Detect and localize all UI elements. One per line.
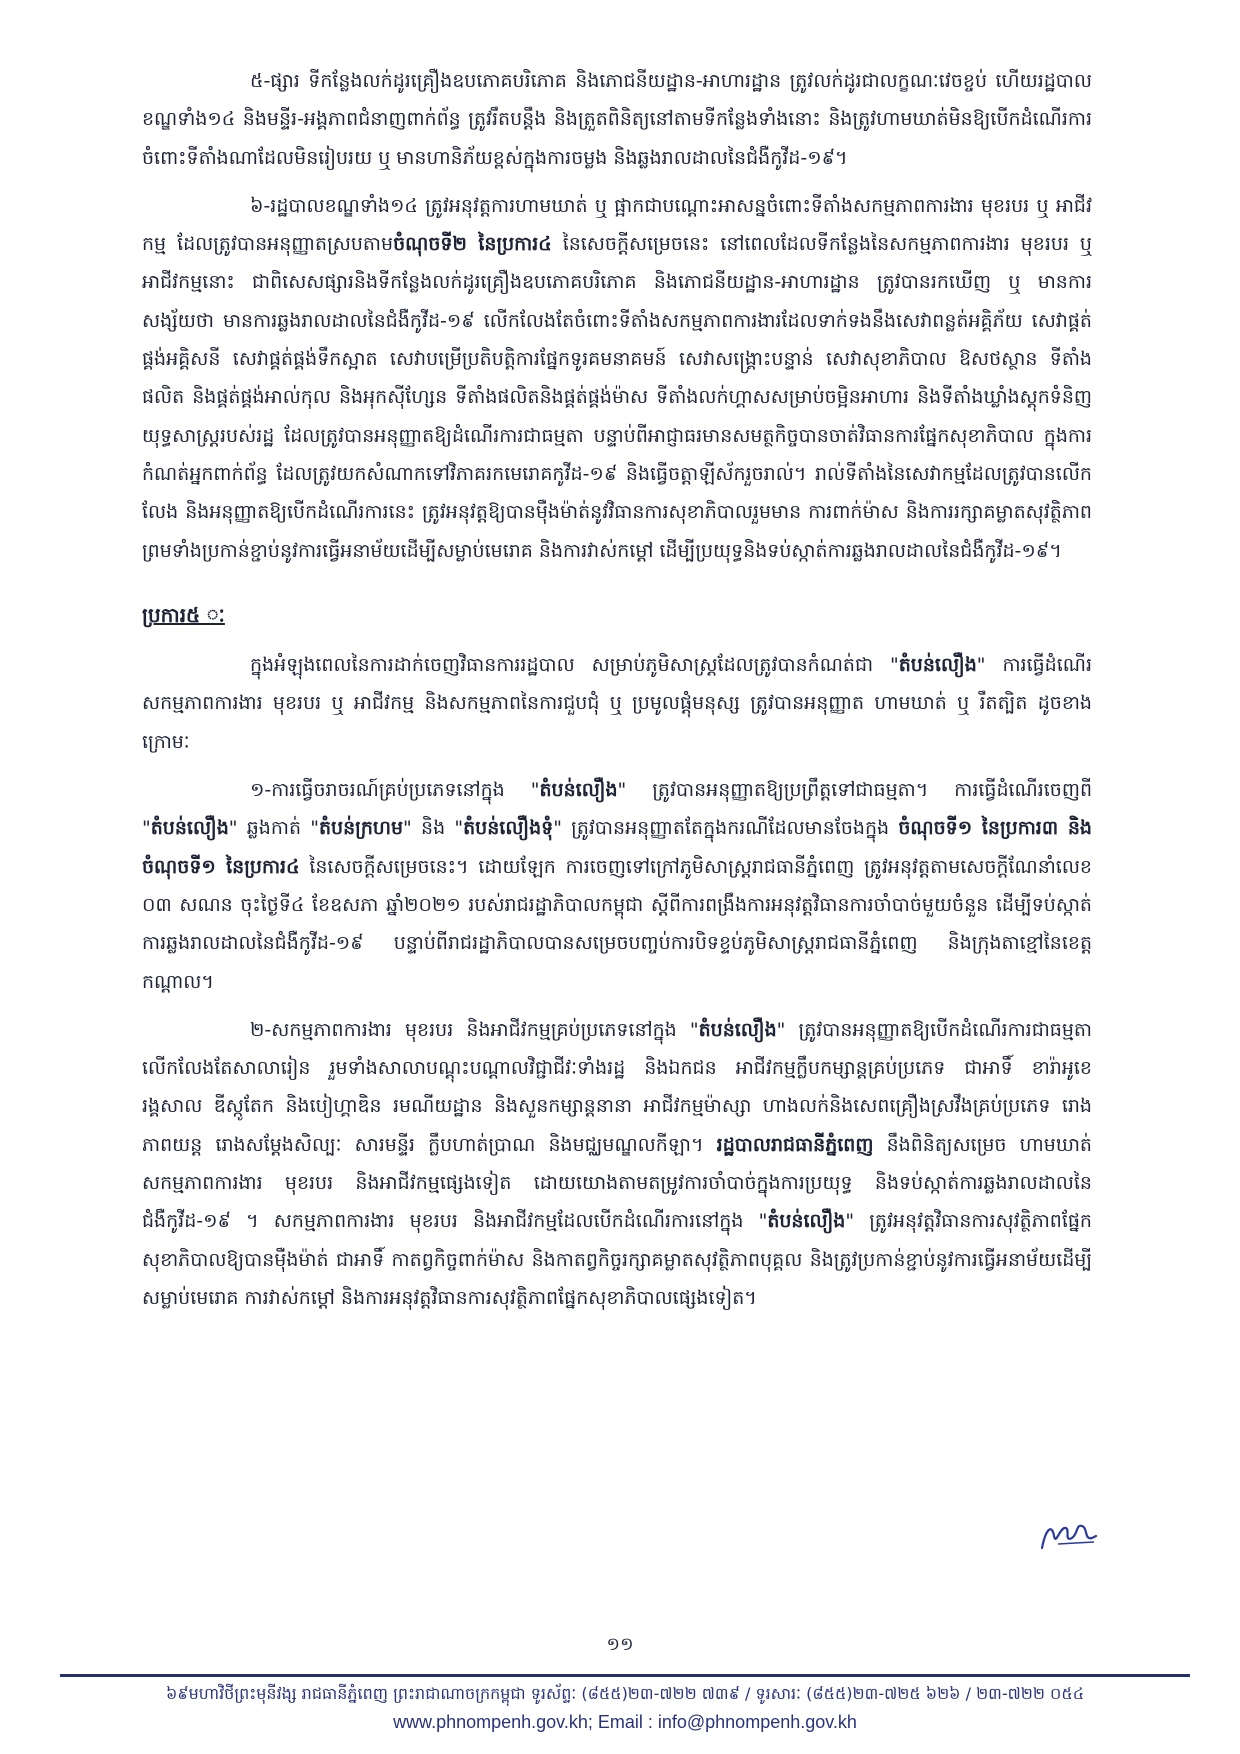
bold-text-run: តំបន់លឿង — [539, 779, 618, 802]
document-body — [142, 62, 1092, 1327]
bold-text-run: តំបន់លឿង — [898, 654, 977, 677]
text-run: " ត្រូវបានអនុញ្ញាតតែក្នុងករណីដែលមានចែងក្នុង — [553, 817, 899, 840]
text-run: នៃសេចក្តីសម្រេចនេះ នៅពេលដែលទីកន្លែងនៃសកម្មភាពការងារ មុខរបរ ឬ អាជីវកម្មនោះ ជាពិសេសផ្សារនិងទីកន្លែងលក់ដូរគ្រឿងឧបភោគបរិភោគ និងភោជនីយដ្ឋាន-អាហារដ្ឋាន ត្រូវបានរកឃើញ ឬ មានការសង្ស័យថា មានការឆ្លងរាលដាលនៃជំងឺកូវីដ-១៩ លើកលែងតែចំពោះទីតាំងសកម្មភាពការងារដែលទាក់ទងនឹងសេវាពន្លត់អគ្គិភ័យ សេវាផ្គត់ផ្គង់អគ្គិសនី សេវាផ្គត់ផ្គង់ទឹកស្អាត សេវាបម្រើប្រតិបត្តិការផ្នែកទូរគមនាគមន៍ សេវាសង្គ្រោះបន្ទាន់ សេវាសុខាភិបាល ឱសថស្ថាន ទីតាំងផលិត និងផ្គត់ផ្គង់អាល់កុល និងអុកស៊ីហ្សែន ទីតាំងផលិតនិងផ្គត់ផ្គង់ម៉ាស ទីតាំងលក់ហ្គាសសម្រាប់ចម្អិនអាហារ និងទីតាំងឃ្លាំងស្តុកទំនិញយុទ្ធសាស្ត្ររបស់រដ្ឋ ដែលត្រូវបានអនុញ្ញាតឱ្យដំណើរការជាធម្មតា បន្ទាប់ពីអាជ្ញាធរមានសមត្ថកិច្ចបានចាត់វិធានការផ្នែកសុខាភិបាល ក្នុងការកំណត់អ្នកពាក់ព័ន្ធ ដែលត្រូវយកសំណាកទៅវិភាគរកមេរោគកូវីដ-១៩ និងធ្វើចត្តាឡីស័ករួចរាល់។ រាល់ទីតាំងនៃសេវាកម្មដែលត្រូវបានលើកលែង និងអនុញ្ញាតឱ្យបើកដំណើរការនេះ ត្រូវអនុវត្តឱ្យបានម៉ឺងម៉ាត់នូវវិធានការសុខាភិបាលរួមមាន ការពាក់ម៉ាស និងការរក្សាគម្លាតសុវត្ថិភាព ព្រមទាំងប្រកាន់ខ្ជាប់នូវការធ្វើអនាម័យដើម្បីសម្លាប់មេរោគ និងការវាស់កម្តៅ ដើម្បីប្រយុទ្ធនិងទប់ស្កាត់ការឆ្លងរាលដាលនៃជំងឺកូវីដ-១៩។ — [142, 233, 1092, 562]
text-run: " ឆ្លងកាត់ " — [228, 817, 319, 840]
bold-text-run: តំបន់លឿងទុំ — [463, 817, 554, 840]
text-run: នឹងពិនិត្យសម្រេច ហាមឃាត់សកម្មភាពការងារ មុខរបរ និងអាជីវកម្មផ្សេងទៀត ដោយយោងតាមតម្រូវការចាំបាច់ក្នុងការប្រយុទ្ធ និងទប់ស្កាត់ការឆ្លងរាលដាលនៃជំងឺកូវីដ-១៩ ។ សកម្មភាពការងារ មុខរបរ និងអាជីវកម្មដែលបើកដំណើរការនៅក្នុង " — [142, 1133, 1092, 1233]
text-run: " ការធ្វើដំណើរ សកម្មភាពការងារ មុខរបរ ឬ អាជីវកម្ម និងសកម្មភាពនៃការជួបជុំ ឬ ប្រមូលផ្តុំមនុស្ស ត្រូវបានអនុញ្ញាត ហាមឃាត់ ឬ រឹតត្បិត ដូចខាងក្រោមៈ — [142, 654, 1092, 753]
text-run: " ត្រូវបានអនុញ្ញាតឱ្យបើកដំណើរការជាធម្មតា លើកលែងតែសាលារៀន រួមទាំងសាលាបណ្តុះបណ្តាលវិជ្ជាជីវៈទាំងរដ្ឋ និងឯកជន អាជីវកម្មក្លឹបកម្សាន្តគ្រប់ប្រភេទ ជាអាទិ៍ ខារ៉ាអូខេ រង្គសាល ឌីស្កូតែក និងបៀហ្គាឌិន រមណីយដ្ឋាន និងសួនកម្សាន្តនានា អាជីវកម្មម៉ាស្សា ហាងលក់និងសេពគ្រឿងស្រវឹងគ្រប់ប្រភេទ រោងភាពយន្ត រោងសម្តែងសិល្បៈ សារមន្ទីរ ក្លឹបហាត់ប្រាណ និងមជ្ឈមណ្ឌលកីឡា។ — [142, 1018, 1092, 1156]
bold-text-run: តំបន់លឿង — [767, 1210, 846, 1233]
bold-text-run: រដ្ឋបាលរាជធានីភ្នំពេញ — [716, 1133, 874, 1156]
page-number: ១១ — [606, 1634, 634, 1655]
footer-divider — [60, 1674, 1190, 1677]
footer-address: ៦៩មហាវិថីព្រះមុនីវង្ស រាជធានីភ្នំពេញ ព្រះរាជាណាចក្រកម្ពុជា ទូរស័ព្ទៈ (៨៥៥)២៣-៧២២ ៧៣៩ / ទូរសារៈ (៨៥៥)២៣-៧២៥ ៦២៦ / ២៣-៧២២ ០៥៤ — [165, 1684, 1085, 1703]
text-run: ៥-ផ្សារ ទីកន្លែងលក់ដូរគ្រឿងឧបភោគបរិភោគ និងភោជនីយដ្ឋាន-អាហារដ្ឋាន ត្រូវលក់ដូរជាលក្ខណៈវេចខ្ចប់ ហើយរដ្ឋបាលខណ្ឌទាំង១៤ និងមន្ទីរ-អង្គភាពជំនាញពាក់ព័ន្ធ ត្រូវរឹតបន្តឹង និងត្រួតពិនិត្យនៅតាមទីកន្លែងទាំងនោះ និងត្រូវហាមឃាត់មិនឱ្យបើកដំណើរការចំពោះទីតាំងណាដែលមិនរៀបរយ ឬ មានហានិភ័យខ្ពស់ក្នុងការចម្លង និងឆ្លងរាលដាលនៃជំងឺកូវីដ-១៩។ — [142, 70, 1092, 169]
bold-text-run: តំបន់លឿង — [150, 817, 229, 840]
paragraph-item-5 — [142, 62, 1092, 177]
text-run: ២-សកម្មភាពការងារ មុខរបរ និងអាជីវកម្មគ្រប់ប្រភេទនៅក្នុង " — [250, 1018, 699, 1041]
section-intro — [142, 646, 1092, 761]
footer-web-contact[interactable]: www.phnompenh.gov.kh; Email : info@phnompenh.gov.kh — [393, 1712, 857, 1732]
text-run: " និង " — [403, 817, 464, 840]
text-run: " ត្រូវអនុវត្តវិធានការសុវត្ថិភាពផ្នែកសុខាភិបាលឱ្យបានម៉ឺងម៉ាត់ ជាអាទិ៍ កាតព្វកិច្ចពាក់ម៉ាស និងកាតព្វកិច្ចរក្សាគម្លាតសុវត្ថិភាពបុគ្គល និងត្រូវប្រកាន់ខ្ជាប់នូវការធ្វើអនាម័យដើម្បីសម្លាប់មេរោគ ការវាស់កម្តៅ និងការអនុវត្តវិធានការសុវត្ថិភាពផ្នែកសុខាភិបាលផ្សេងទៀត។ — [142, 1210, 1092, 1309]
text-run: ក្នុងអំឡុងពេលនៃការដាក់ចេញវិធានការរដ្ឋបាល សម្រាប់ភូមិសាស្ត្រដែលត្រូវបានកំណត់ជា " — [250, 654, 899, 677]
text-run: ៦-រដ្ឋបាលខណ្ឌទាំង១៤ ត្រូវអនុវត្តការហាមឃាត់ ឬ ផ្អាកជាបណ្តោះអាសន្នចំពោះទីតាំងសកម្មភាពការងារ មុខរបរ ឬ អាជីវកម្ម ដែលត្រូវបានអនុញ្ញាតស្របតាម — [142, 194, 1092, 256]
signature-mark — [1038, 1518, 1098, 1554]
text-run: នៃសេចក្តីសម្រេចនេះ។ ដោយឡែក ការចេញទៅក្រៅភូមិសាស្ត្ររាជធានីភ្នំពេញ ត្រូវអនុវត្តតាមសេចក្តីណែនាំលេខ ០៣ សណន ចុះថ្ងៃទី៤ ខែឧសភា ឆ្នាំ២០២១ របស់រាជរដ្ឋាភិបាលកម្ពុជា ស្តីពីការពង្រឹងការអនុវត្តវិធានការចាំបាច់មួយចំនួន ដើម្បីទប់ស្កាត់ការឆ្លងរាលដាលនៃជំងឺកូវីដ-១៩ បន្ទាប់ពីរាជរដ្ឋាភិបាលបានសម្រេចបញ្ចប់ការបិទខ្ទប់ភូមិសាស្ត្ររាជធានីភ្នំពេញ និងក្រុងតាខ្មៅនៃខេត្តកណ្តាល។ — [142, 855, 1092, 993]
text-run: ១-ការធ្វើចរាចរណ៍គ្រប់ប្រភេទនៅក្នុង " — [250, 779, 540, 802]
bold-text-run: តំបន់លឿង — [698, 1018, 777, 1041]
paragraph-item-6 — [142, 187, 1092, 570]
bold-text-run: តំបន់ក្រហម — [318, 817, 404, 840]
list-item-1 — [142, 771, 1092, 1001]
bold-text-run: ចំណុចទី២ នៃប្រការ៤ — [393, 233, 552, 256]
section-heading-article-5: ប្រការ៥ ៈ — [142, 602, 225, 627]
bold-text-run: ចំណុចទី១ នៃប្រការ៣ និងចំណុចទី១ នៃប្រការ៤ — [142, 817, 1092, 878]
text-run: " ត្រូវបានអនុញ្ញាតឱ្យប្រព្រឹត្តទៅជាធម្មតា។ ការធ្វើដំណើរចេញពី " — [142, 779, 1092, 840]
list-item-2 — [142, 1011, 1092, 1317]
